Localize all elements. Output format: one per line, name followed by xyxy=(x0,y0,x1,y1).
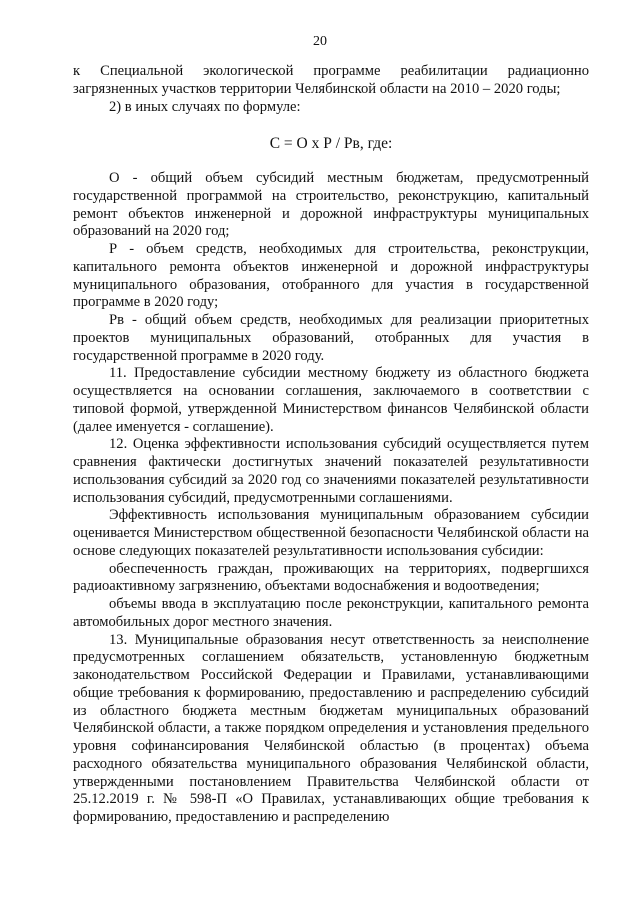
document-body xyxy=(73,63,589,827)
paragraph-other-cases: 2) в иных случаях по формуле: xyxy=(109,98,301,115)
paragraph-item-13: 13. Муниципальные образования несут ответственность за неисполнение предусмотренных соглашением обязательств, установленную бюджетным законодательством Российской Федерации и Правилами, устанавливающими общие требования к формированию, предоставлению и распределению субсидий из областного бюджета местным бюджетам муниципальных образований Челябинской области, а также порядком определения и установления предельного уровня софинансирования Челябинской областью (в процентах) объема расходного обязательства муниципального образования Челябинской области, утвержденными постановлением Правительства Челябинской области от 25.12.2019 г. № 598-П «О Правилах, устанавливающих общие требования к формированию, предоставлению и распределению xyxy=(73,631,589,825)
paragraph-efficiency: Эффективность использования муниципальным образованием субсидии оценивается Министерством общественной безопасности Челябинской области на основе следующих показателей результативности использования субсидии: xyxy=(73,507,589,559)
formula: С = О х Р / Рв, где: xyxy=(269,135,393,153)
paragraph-item-11: 11. Предоставление субсидии местному бюджету из областного бюджета осуществляется на основании соглашения, заключаемого в соответствии с типовой формой, утвержденной Министерством финансов Челябинской области (далее именуется - соглашение). xyxy=(73,365,589,435)
paragraph-indicator-water: обеспеченность граждан, проживающих на территориях, подвергшихся радиоактивному загрязнению, объектами водоснабжения и водоотведения; xyxy=(73,560,589,595)
paragraph-definition-pv: Рв - общий объем средств, необходимых для реализации приоритетных проектов муниципальных образований, отобранных для участия в государственной программе в 2020 году. xyxy=(73,312,589,364)
paragraph-indicator-roads: объемы ввода в эксплуатацию после реконструкции, капитального ремонта автомобильных дорог местного значения. xyxy=(73,596,589,630)
page-number: 20 xyxy=(313,34,327,49)
paragraph-item-12: 12. Оценка эффективности использования субсидий осуществляется путем сравнения фактически достигнутых значений показателей результативности использования субсидий за 2020 год со значениями показателей результативности использования субсидий, предусмотренными соглашениями. xyxy=(73,436,589,506)
paragraph-definition-p: Р - объем средств, необходимых для строительства, реконструкции, капитального ремонта объектов инженерной и дорожной инфраструктуры муниципального образования, отобранного для участия в государственной программе в 2020 году; xyxy=(73,241,589,311)
paragraph-definition-o: О - общий объем субсидий местным бюджетам, предусмотренный государственной программой на строительство, реконструкцию, капитальный ремонт объектов инженерной и дорожной инфраструктуры муниципальных образований на 2020 год; xyxy=(73,170,589,240)
paragraph-program-reference: к Специальной экологической программе реабилитации радиационно загрязненных участков территории Челябинской области на 2010 – 2020 годы; xyxy=(73,63,589,97)
